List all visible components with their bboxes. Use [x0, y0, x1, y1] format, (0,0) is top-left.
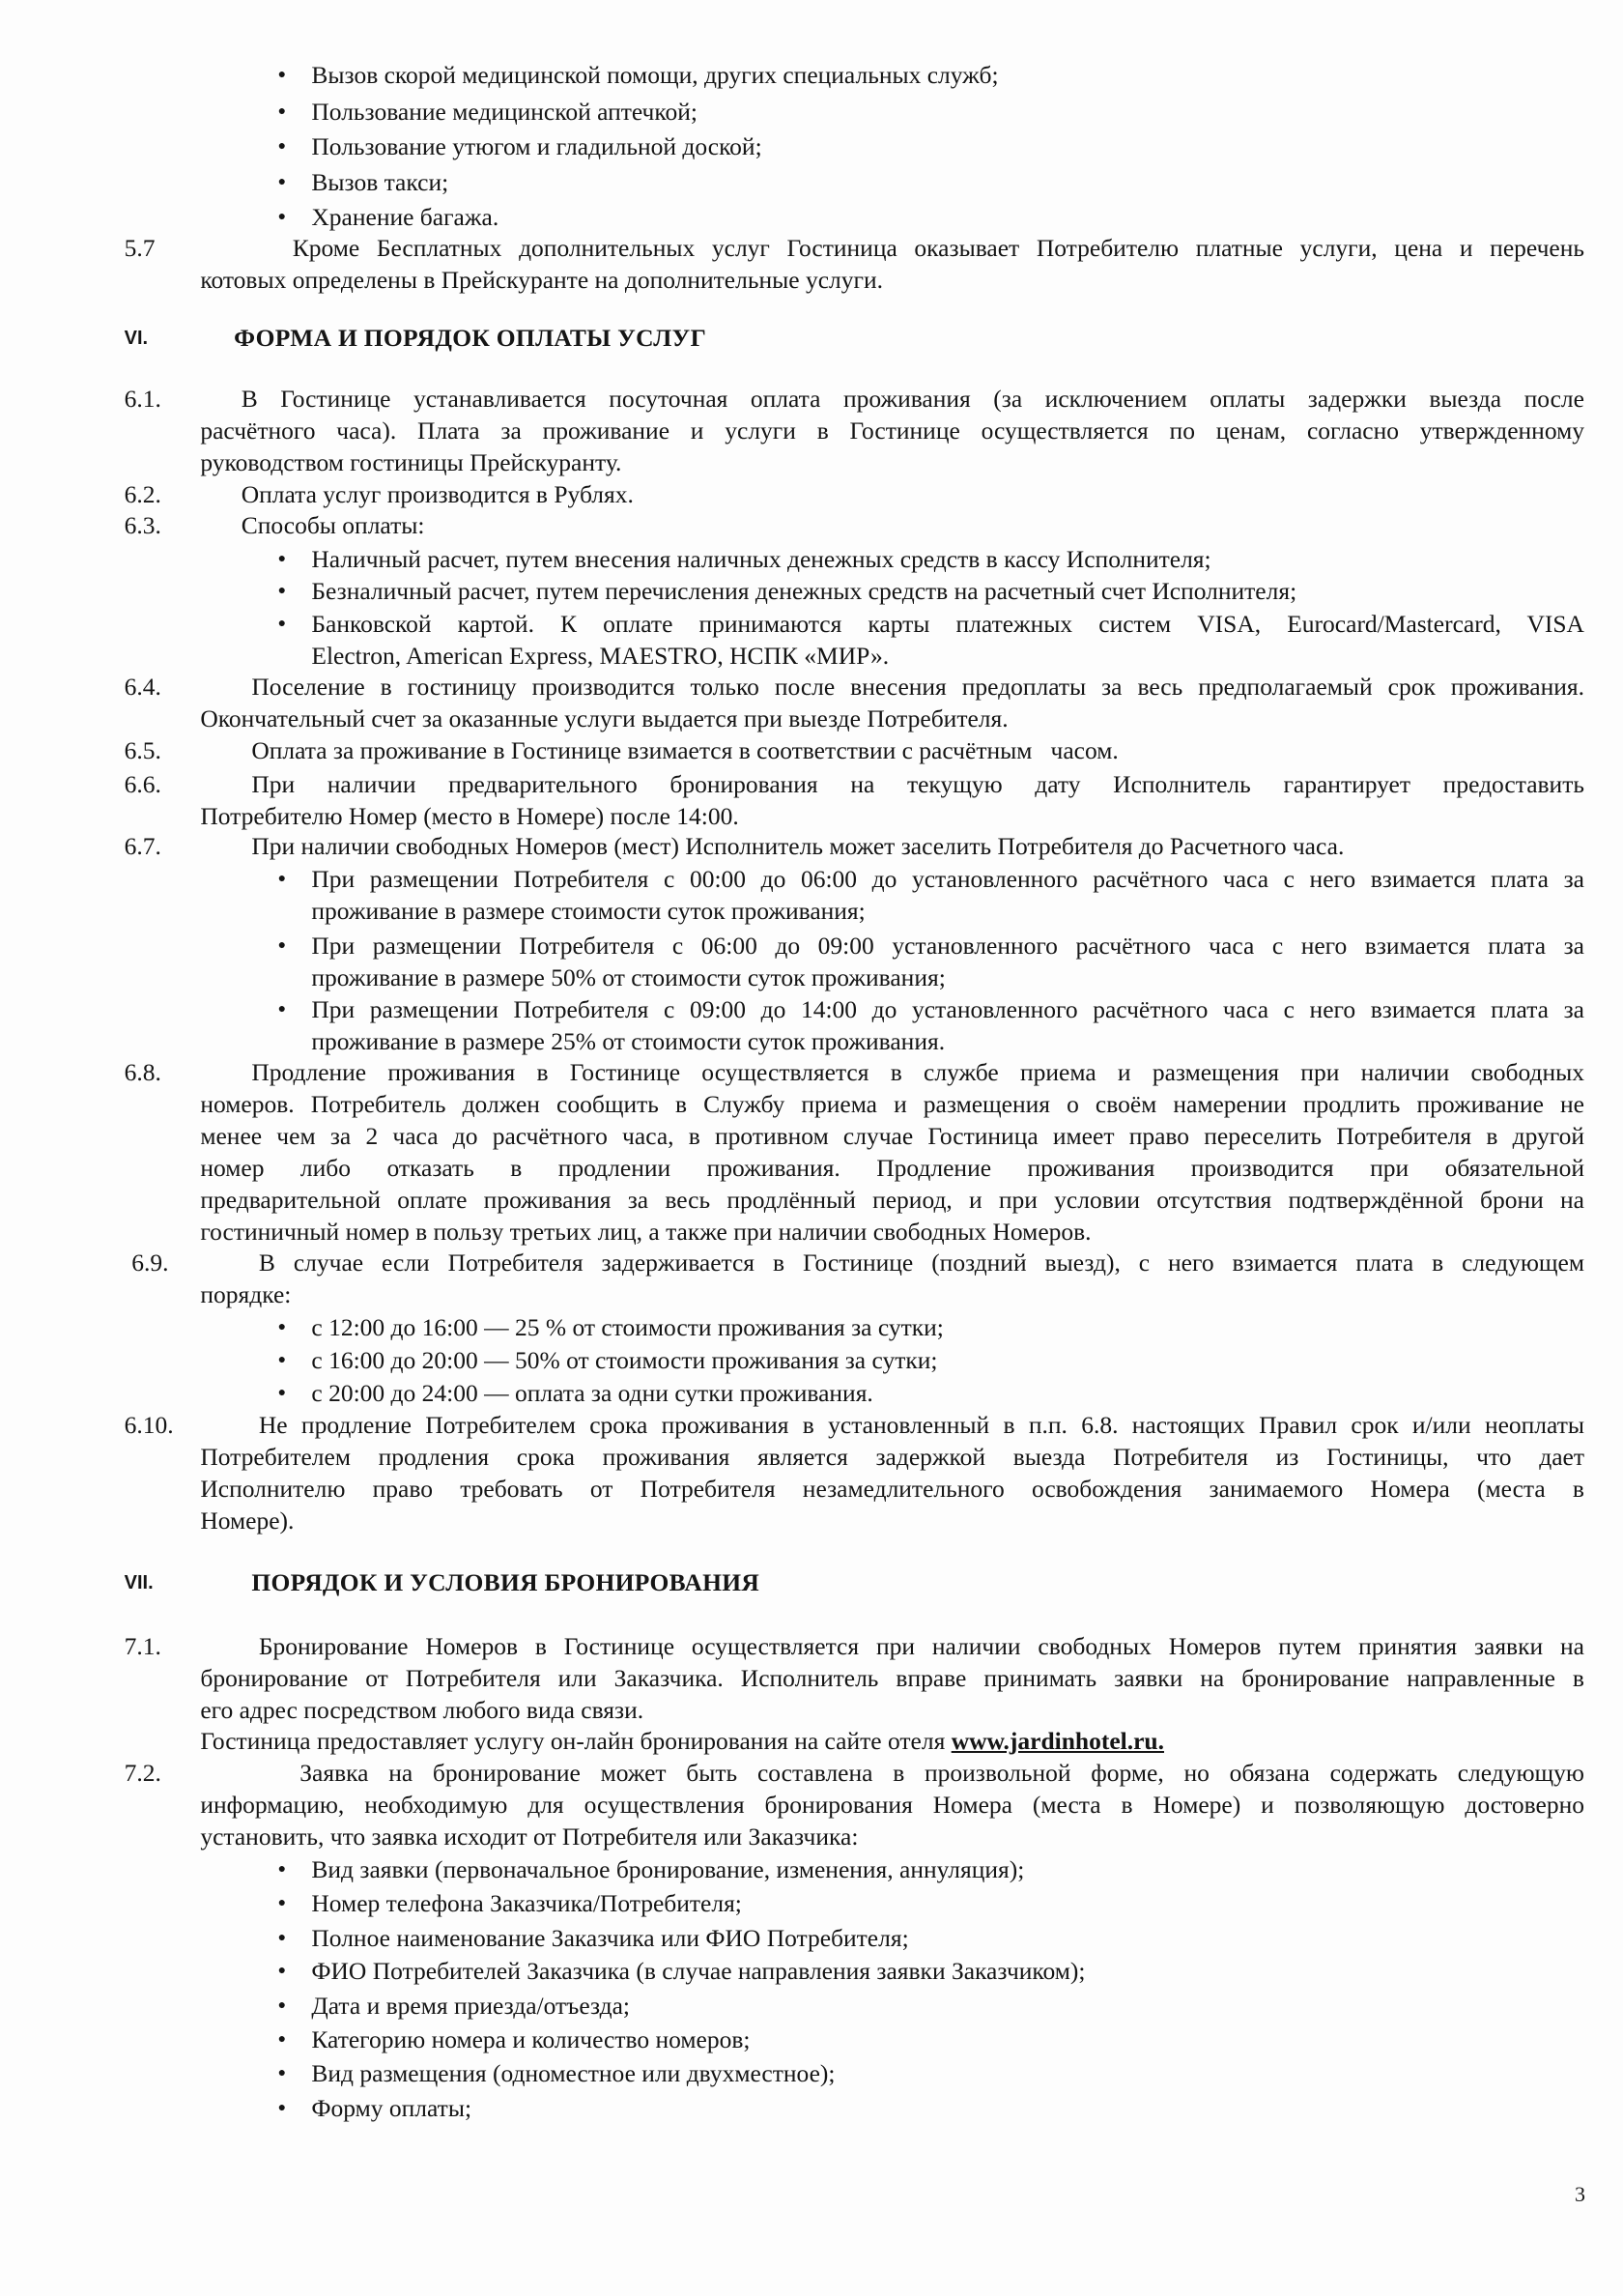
clause-number: 6.2.: [124, 480, 161, 509]
paragraph-line: предварительной оплате проживания за весь продлённый период, и при условии отсутствия подтверждённой брони на: [200, 1186, 1584, 1215]
list-item-text: Вызов скорой медицинской помощи, других специальных служб;: [311, 61, 999, 90]
bullet-icon: ●: [277, 937, 287, 953]
bullet-icon: ●: [277, 2100, 287, 2115]
paragraph-line: Оплата за проживание в Гостинице взимается в соответствии с расчётным часом.: [251, 736, 1119, 765]
bullet-icon: ●: [277, 1931, 287, 1946]
list-item-text: Наличный расчет, путем внесения наличных денежных средств в кассу Исполнителя;: [311, 545, 1211, 574]
paragraph-line: Не продление Потребителем срока проживания в установленный в п.п. 6.8. настоящих Правил срок и/или неоплаты: [258, 1411, 1584, 1440]
paragraph-line: Способы оплаты:: [241, 511, 425, 540]
list-item-text: Категорию номера и количество номеров;: [311, 2024, 751, 2053]
paragraph-line: Заявка на бронирование может быть составлена в произвольной форме, но обязана содержать следующую: [299, 1759, 1584, 1788]
paragraph-line: Исполнителю право требовать от Потребителя незамедлительного освобождения занимаемого Номера (места в: [200, 1475, 1584, 1504]
list-item-text: При размещении Потребителя с 09:00 до 14:00 до установленного расчётного часа с него взимается плата за: [311, 995, 1584, 1024]
bullet-icon: ●: [277, 2065, 287, 2081]
paragraph-line: Потребителем продления срока проживания является задержкой выезда Потребителя из Гостиницы, что дает: [200, 1443, 1584, 1472]
paragraph-line: Бронирование Номеров в Гостинице осуществляется при наличии свободных Номеров путем принятия заявки на: [258, 1631, 1584, 1660]
bullet-icon: ●: [277, 1862, 287, 1878]
bullet-icon: ●: [277, 552, 287, 567]
list-item-text: ФИО Потребителей Заказчика (в случае направления заявки Заказчиком);: [311, 1956, 1086, 1985]
list-item-text: проживание в размере 50% от стоимости суток проживания;: [311, 962, 946, 991]
clause-number: 6.3.: [124, 511, 161, 540]
clause-number: 6.9.: [131, 1248, 169, 1277]
paragraph-line: Кроме Бесплатных дополнительных услуг Гостиница оказывает Потребителю платные услуги, цена и перечень: [292, 233, 1584, 262]
bullet-icon: ●: [277, 1002, 287, 1018]
bullet-icon: ●: [277, 616, 287, 631]
clause-number: 5.7: [124, 233, 156, 262]
list-item-text: проживание в размере 25% от стоимости суток проживания.: [311, 1027, 946, 1056]
paragraph-line: котовых определены в Прейскуранте на дополнительные услуги.: [200, 265, 883, 294]
bullet-icon: ●: [277, 103, 287, 119]
list-item-text: При размещении Потребителя с 00:00 до 06:00 до установленного расчётного часа с него взимается плата за: [311, 865, 1584, 894]
paragraph-line: Оплата услуг производится в Рублях.: [241, 480, 634, 509]
bullet-icon: ●: [277, 1963, 287, 1978]
paragraph-line: Поселение в гостиницу производится только после внесения предоплаты за весь предполагаемый срок проживания.: [251, 672, 1584, 701]
list-item-text: Номер телефона Заказчика/Потребителя;: [311, 1888, 742, 1917]
list-item-text: Форму оплаты;: [311, 2093, 472, 2122]
list-item-text: проживание в размере стоимости суток проживания;: [311, 897, 866, 926]
paragraph-line: Потребителю Номер (место в Номере) после 14:00.: [200, 802, 739, 831]
bullet-icon: ●: [277, 68, 287, 83]
list-item-text: с 20:00 до 24:00 — оплата за одни сутки проживания.: [311, 1378, 873, 1407]
paragraph-line: гостиничный номер в пользу третьих лиц, а также при наличии свободных Номеров.: [200, 1218, 1092, 1247]
section-number: VII.: [124, 1572, 154, 1594]
paragraph-line: В Гостинице устанавливается посуточная оплата проживания (за исключением оплаты задержки выезда после: [241, 384, 1584, 413]
paragraph-line: Номере).: [200, 1507, 295, 1535]
bullet-icon: ●: [277, 1353, 287, 1368]
paragraph-line: бронирование от Потребителя или Заказчика. Исполнитель вправе принимать заявки на бронирование направленные в: [200, 1663, 1584, 1692]
paragraph-line: номеров. Потребитель должен сообщить в Службу приема и размещения о своём намерении продлить проживание не: [200, 1090, 1584, 1119]
clause-number: 7.2.: [124, 1759, 161, 1788]
list-item-text: с 16:00 до 20:00 — 50% от стоимости проживания за сутки;: [311, 1346, 938, 1375]
bullet-icon: ●: [277, 584, 287, 599]
paragraph-line: номер либо отказать в продлении проживания. Продление проживания производится при обязательной: [200, 1154, 1584, 1183]
paragraph-line: установить, что заявка исходит от Потребителя или Заказчика:: [200, 1822, 859, 1851]
list-item-text: Полное наименование Заказчика или ФИО Потребителя;: [311, 1924, 909, 1953]
clause-number: 6.10.: [124, 1411, 174, 1440]
bullet-icon: ●: [277, 1319, 287, 1335]
clause-number: 6.6.: [124, 770, 161, 799]
clause-number: 6.8.: [124, 1058, 161, 1087]
section-title: ФОРМА И ПОРЯДОК ОПЛАТЫ УСЛУГ: [234, 324, 707, 353]
bullet-icon: ●: [277, 209, 287, 224]
bullet-icon: ●: [277, 872, 287, 887]
list-item-text: Безналичный расчет, путем перечисления денежных средств на расчетный счет Исполнителя;: [311, 577, 1297, 606]
clause-number: 6.7.: [124, 831, 161, 860]
bullet-icon: ●: [277, 2031, 287, 2047]
list-item-text: Дата и время приезда/отъезда;: [311, 1991, 630, 2020]
list-item-text: Хранение багажа.: [311, 202, 499, 231]
list-item-text: Вид размещения (одноместное или двухместное);: [311, 2058, 836, 2087]
bullet-icon: ●: [277, 1997, 287, 2013]
bullet-icon: ●: [277, 174, 287, 189]
paragraph-text: Гостиница предоставляет услугу он-лайн бронирования на сайте отеля: [200, 1726, 952, 1755]
list-item-text: Банковской картой. К оплате принимаются карты платежных систем VISA, Eurocard/Mastercard, VISA: [311, 609, 1584, 638]
paragraph-line: [200, 1726, 1164, 1757]
paragraph-line: Окончательный счет за оказанные услуги выдается при выезде Потребителя.: [200, 703, 1009, 732]
list-item-text: с 12:00 до 16:00 — 25 % от стоимости проживания за сутки;: [311, 1312, 944, 1341]
paragraph-line: его адрес посредством любого вида связи.: [200, 1695, 644, 1724]
list-item-text: Пользование утюгом и гладильной доской;: [311, 132, 762, 161]
paragraph-line: При наличии свободных Номеров (мест) Исполнитель может заселить Потребителя до Расчетного часа.: [251, 831, 1345, 860]
section-title: ПОРЯДОК И УСЛОВИЯ БРОНИРОВАНИЯ: [251, 1568, 760, 1597]
paragraph-line: порядке:: [200, 1280, 292, 1309]
list-item-text: Вызов такси;: [311, 167, 449, 196]
paragraph-line: менее чем за 2 часа до расчётного часа, в противном случае Гостиница имеет право переселить Потребителя в другой: [200, 1122, 1584, 1151]
list-item-text: При размещении Потребителя с 06:00 до 09:00 установленного расчётного часа с него взимается плата за: [311, 931, 1584, 960]
paragraph-line: В случае если Потребителя задерживается в Гостинице (поздний выезд), с него взимается плата в следующем: [258, 1248, 1584, 1277]
bullet-icon: ●: [277, 139, 287, 155]
list-item-text: Electron, American Express, MAESTRO, НСПК «МИР».: [311, 641, 890, 670]
paragraph-line: При наличии предварительного бронирования на текущую дату Исполнитель гарантирует предоставить: [251, 770, 1584, 799]
clause-number: 7.1.: [124, 1631, 161, 1660]
paragraph-line: расчётного часа). Плата за проживание и услуги в Гостинице осуществляется по ценам, согласно утвержденному: [200, 416, 1584, 445]
hotel-website-link[interactable]: www.jardinhotel.ru.: [951, 1726, 1164, 1755]
bullet-icon: ●: [277, 1385, 287, 1400]
clause-number: 6.4.: [124, 672, 161, 701]
bullet-icon: ●: [277, 1895, 287, 1910]
paragraph-line: информацию, необходимую для осуществления бронирования Номера (места в Номере) и позволяющую достоверно: [200, 1791, 1584, 1820]
paragraph-line: Продление проживания в Гостинице осуществляется в службе приема и размещения при наличии свободных: [251, 1058, 1584, 1087]
list-item-text: Пользование медицинской аптечкой;: [311, 97, 698, 126]
paragraph-line: руководством гостиницы Прейскуранту.: [200, 447, 622, 476]
section-number: VI.: [124, 328, 149, 350]
clause-number: 6.1.: [124, 384, 161, 413]
clause-number: 6.5.: [124, 736, 161, 765]
list-item-text: Вид заявки (первоначальное бронирование, изменения, аннуляция);: [311, 1855, 1025, 1884]
page-number: 3: [1575, 2182, 1585, 2206]
